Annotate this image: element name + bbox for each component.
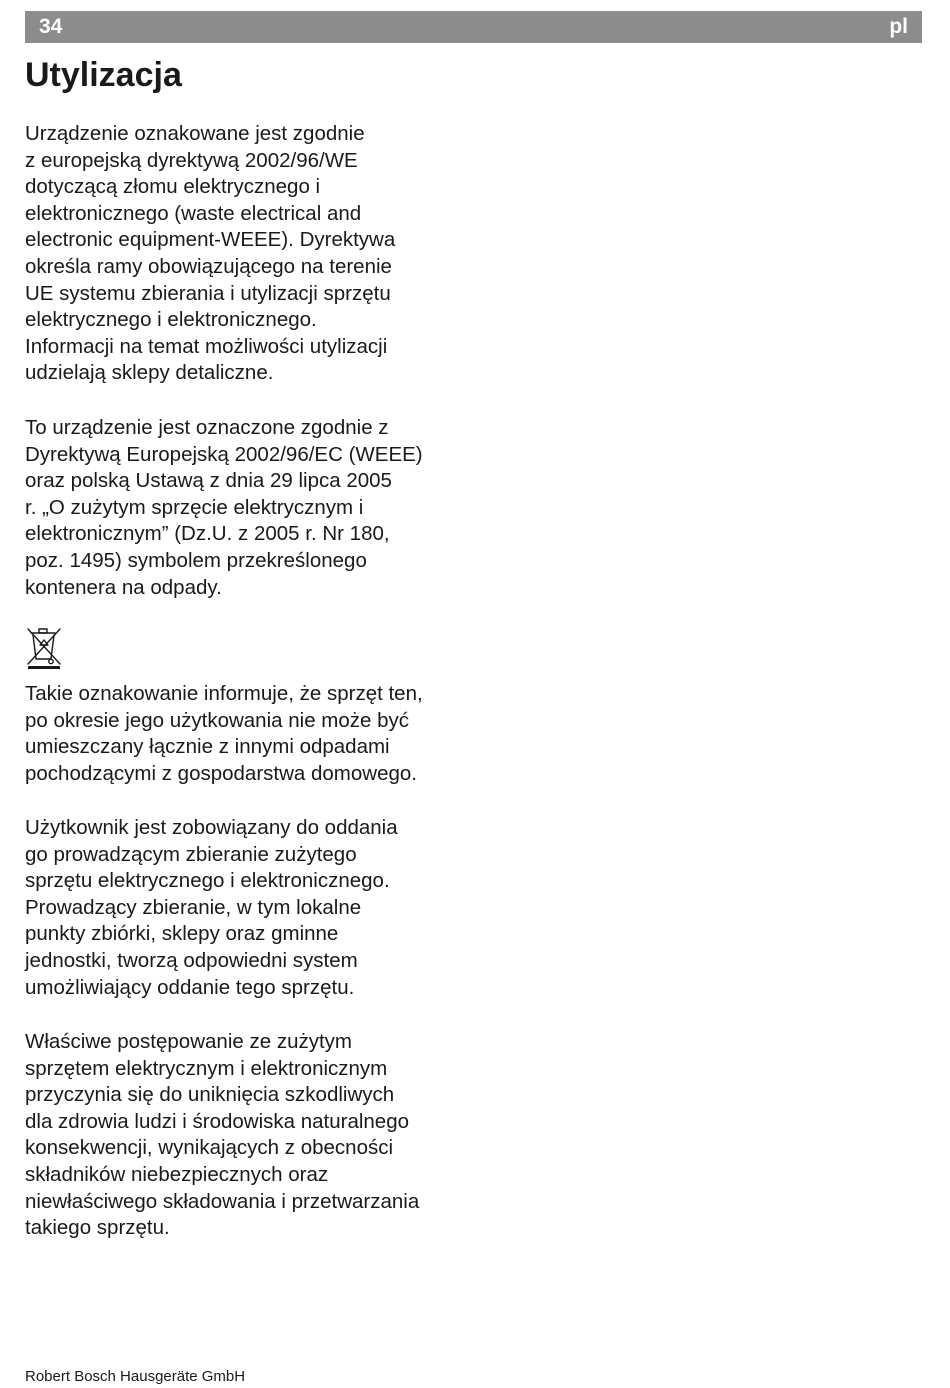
paragraph-weee-directive: [25, 121, 470, 387]
language-code: pl: [889, 15, 908, 38]
text-line: dotyczącą złomu elektrycznego i: [25, 175, 321, 199]
text-line: jednostki, tworzą odpowiedni system: [25, 948, 358, 972]
text-line: r. „O zużytym sprzęcie elektrycznym i: [25, 495, 364, 519]
text-line: oraz polską Ustawą z dnia 29 lipca 2005: [25, 469, 392, 493]
text-line: Właściwe postępowanie ze zużytym: [25, 1030, 352, 1053]
text-line: poz. 1495) symbolem przekreślonego: [25, 548, 367, 572]
text-line: UE systemu zbierania i utylizacji sprzętu: [25, 281, 391, 305]
page-number: 34: [39, 15, 63, 38]
crossed-out-wheelie-bin-icon: [25, 626, 63, 670]
text-line: Urządzenie oznakowane jest zgodnie: [25, 122, 365, 145]
text-line: Takie oznakowanie informuje, że sprzęt ten,: [25, 682, 423, 705]
text-line: z europejską dyrektywą 2002/96/WE: [25, 148, 358, 172]
text-line: To urządzenie jest oznaczone zgodnie z: [25, 416, 389, 439]
footer-company-name: Robert Bosch Hausgeräte GmbH: [25, 1368, 246, 1385]
text-line: electronic equipment-WEEE). Dyrektywa: [25, 228, 396, 252]
paragraph-marking-info: [25, 681, 470, 787]
text-line: takiego sprzętu.: [25, 1216, 170, 1240]
text-line: po okresie jego użytkowania nie może być: [25, 708, 410, 732]
text-line: niewłaściwego składowania i przetwarzania: [25, 1189, 420, 1213]
text-line: umieszczany łącznie z innymi odpadami: [25, 735, 390, 759]
text-line: Prowadzący zbieranie, w tym lokalne: [25, 895, 362, 919]
paragraph-proper-handling: [25, 1029, 470, 1242]
paragraph-user-obligation: [25, 815, 470, 1001]
text-line: Informacji na temat możliwości utylizacji: [25, 334, 388, 358]
paragraph-polish-law: [25, 415, 470, 601]
text-line: sprzętu elektrycznego i elektronicznego.: [25, 869, 390, 893]
page-title: Utylizacja: [25, 56, 182, 94]
text-line: Dyrektywą Europejską 2002/96/EC (WEEE): [25, 442, 423, 466]
text-line: przyczynia się do uniknięcia szkodliwych: [25, 1083, 395, 1107]
text-line: sprzętem elektrycznym i elektronicznym: [25, 1056, 388, 1080]
text-line: umożliwiający oddanie tego sprzętu.: [25, 975, 355, 999]
text-line: punkty zbiórki, sklepy oraz gminne: [25, 922, 339, 946]
text-line: określa ramy obowiązującego na terenie: [25, 254, 392, 278]
text-line: go prowadzącym zbieranie zużytego: [25, 842, 357, 866]
text-line: udzielają sklepy detaliczne.: [25, 361, 274, 385]
text-line: składników niebezpiecznych oraz: [25, 1162, 329, 1186]
text-line: konsekwencji, wynikających z obecności: [25, 1136, 394, 1160]
text-line: dla zdrowia ludzi i środowiska naturalnego: [25, 1109, 410, 1133]
text-line: Użytkownik jest zobowiązany do oddania: [25, 816, 398, 839]
text-line: elektronicznego (waste electrical and: [25, 201, 362, 225]
text-line: pochodzącymi z gospodarstwa domowego.: [25, 761, 417, 785]
text-line: elektronicznym” (Dz.U. z 2005 r. Nr 180,: [25, 522, 390, 546]
text-line: elektrycznego i elektronicznego.: [25, 308, 317, 332]
header-bar: [25, 11, 922, 43]
text-line: kontenera na odpady.: [25, 575, 222, 599]
